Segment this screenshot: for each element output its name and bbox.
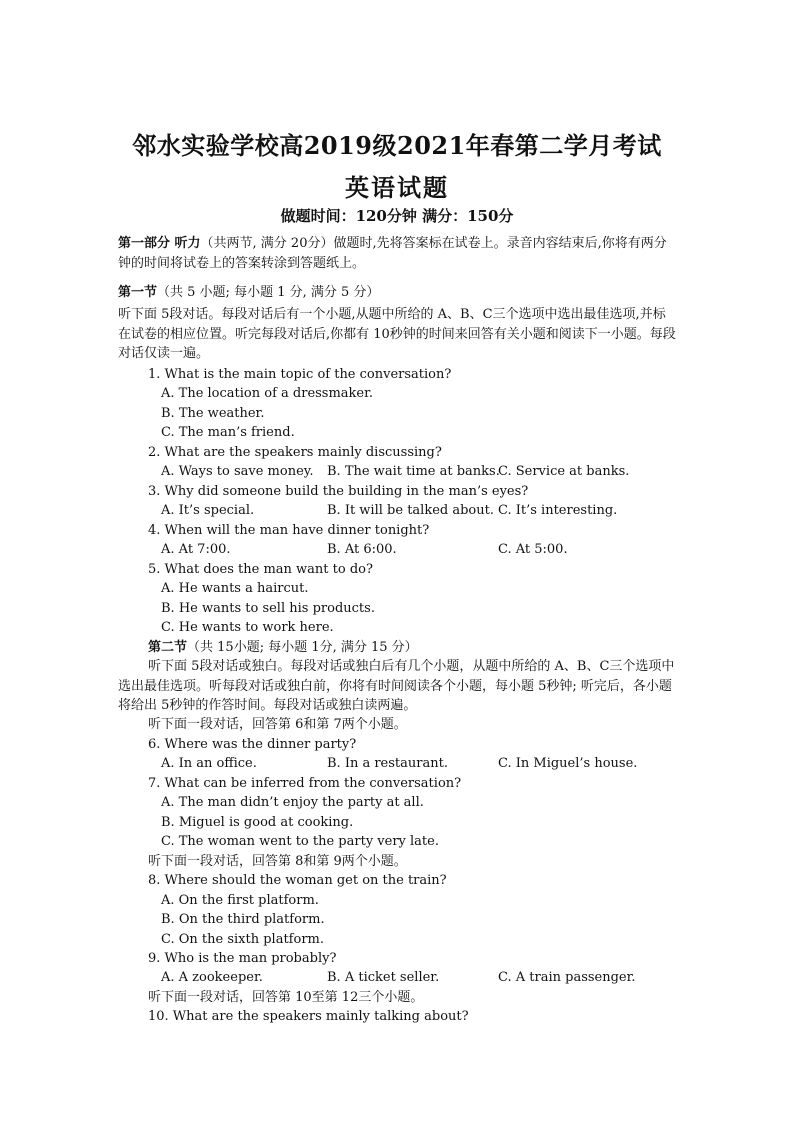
question-3: 3. Why did someone build the building in the man’s eyes? [148, 484, 529, 499]
q6-option-a: A. In an office. [161, 756, 257, 771]
part1-text: （共两节, 满分 20分）做题时,先将答案标在试卷上。录音内容结束后,你将有两分钟的时间将试卷上的答案转涂到答题纸上。 [118, 236, 667, 271]
question-7: 7. What can be inferred from the conversation? [148, 776, 462, 791]
question-6: 6. Where was the dinner party? [148, 737, 357, 752]
section1-label: 第一节 [118, 285, 158, 300]
section2-heading [148, 638, 418, 657]
section1-heading [118, 283, 379, 302]
question-10: 10. What are the speakers mainly talking about? [148, 1009, 469, 1024]
section2-instructions: 听下面 5段对话或独白。每段对话或独白后有几个小题，从题中所给的 A、B、C三个选项中选出最佳选项。听每段对话或独白前，你将有时间阅读各个小题，每小题 5秒钟; 听完后，各小题将给出 5秒钟的作答时间。每段对话或独白读两遍。 [118, 659, 675, 713]
q6-option-b: B. In a restaurant. [327, 756, 448, 771]
exam-info: 做题时间：120分钟 满分：150分 [280, 207, 514, 225]
q3-option-c: C. It’s interesting. [498, 503, 618, 518]
question-1: 1. What is the main topic of the conversation? [148, 367, 452, 382]
question-4: 4. When will the man have dinner tonight? [148, 523, 430, 538]
q5-option-a: A. He wants a haircut. [161, 581, 309, 596]
q8-option-c: C. On the sixth platform. [161, 932, 324, 947]
section1-meta: （共 5 小题; 每小题 1 分, 满分 5 分） [157, 285, 380, 300]
q7-option-c: C. The woman went to the party very late. [161, 834, 439, 849]
question-5: 5. What does the man want to do? [148, 562, 373, 577]
section2-label: 第二节 [148, 640, 188, 655]
q7-option-b: B. Miguel is good at cooking. [161, 815, 354, 830]
question-8: 8. Where should the woman get on the train? [148, 873, 447, 888]
q5-option-c: C. He wants to work here. [161, 620, 334, 635]
q4-option-c: C. At 5:00. [498, 542, 568, 557]
q5-option-b: B. He wants to sell his products. [161, 601, 375, 616]
note-q8-q9: 听下面一段对话，回答第 8和第 9两个小题。 [148, 854, 407, 869]
q2-option-a: A. Ways to save money. [161, 464, 314, 479]
q1-option-a: A. The location of a dressmaker. [161, 386, 374, 401]
note-q10-q12: 听下面一段对话，回答第 10至第 12三个小题。 [148, 990, 424, 1005]
q1-option-c: C. The man’s friend. [161, 425, 295, 440]
section1-instructions: 听下面 5段对话。每段对话后有一个小题,从题中所给的 A、B、C三个选项中选出最佳选项,并标在试卷的相应位置。听完每段对话后,你都有 10秒钟的时间来回答有关小题和阅读下一小题。每段对话仅读一遍。 [118, 307, 676, 361]
q2-option-c: C. Service at banks. [498, 464, 630, 479]
q6-option-c: C. In Miguel’s house. [498, 756, 638, 771]
question-9: 9. Who is the man probably? [148, 951, 337, 966]
part1-label: 第一部分 听力 [118, 236, 201, 251]
q8-option-a: A. On the first platform. [161, 893, 319, 908]
q7-option-a: A. The man didn’t enjoy the party at all. [161, 795, 424, 810]
q9-option-a: A. A zookeeper. [161, 970, 263, 985]
q3-option-a: A. It’s special. [161, 503, 255, 518]
part1-intro [118, 234, 678, 273]
q8-option-b: B. On the third platform. [161, 912, 325, 927]
exam-title: 邻水实验学校高2019级2021年春第二学月考试 [132, 131, 662, 160]
q2-option-b: B. The wait time at banks. [327, 464, 500, 479]
question-2: 2. What are the speakers mainly discussing? [148, 445, 442, 460]
q4-option-b: B. At 6:00. [327, 542, 397, 557]
q1-option-b: B. The weather. [161, 406, 265, 421]
note-q6-q7: 听下面一段对话，回答第 6和第 7两个小题。 [148, 717, 407, 732]
q9-option-b: B. A ticket seller. [327, 970, 440, 985]
q9-option-c: C. A train passenger. [498, 970, 636, 985]
q3-option-b: B. It will be talked about. [327, 503, 494, 518]
exam-subtitle: 英语试题 [345, 173, 449, 202]
q4-option-a: A. At 7:00. [161, 542, 231, 557]
section2-meta: （共 15小题; 每小题 1分, 满分 15 分） [187, 640, 418, 655]
